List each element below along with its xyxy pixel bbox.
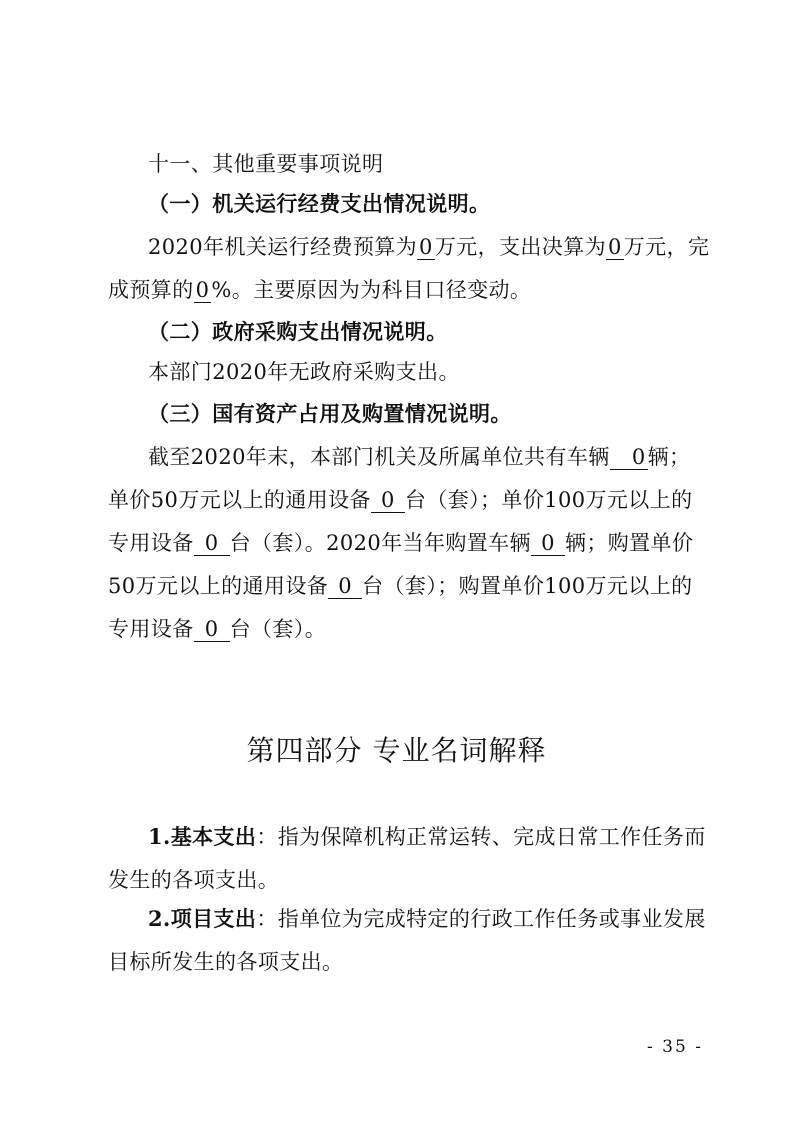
page-number: - 35 -: [647, 1037, 703, 1057]
text-segment: 2020年机关运行经费预算为: [148, 235, 418, 259]
underlined-value-actual: 0: [608, 235, 622, 259]
term-project-expenditure-line2: 目标所发生的各项支出。: [108, 950, 344, 974]
text-segment: 辆；购置单价: [564, 531, 694, 555]
text-segment: 台（套）；单价100万元以上的: [404, 488, 693, 512]
subheading-operating-expenses: （一）机关运行经费支出情况说明。: [148, 191, 491, 216]
paragraph-assets-line5: [108, 615, 693, 643]
text-segment: 专用设备: [108, 531, 194, 555]
subheading-state-assets: （三）国有资产占用及购置情况说明。: [148, 401, 512, 426]
term-project-expenditure-line1: [148, 905, 706, 933]
text-segment: 成预算的: [108, 278, 194, 302]
text-segment: 辆；: [647, 445, 691, 469]
underlined-value-percent: 0: [195, 278, 210, 302]
text-segment: 50万元以上的通用设备: [108, 574, 329, 598]
paragraph-assets-line4: [108, 572, 693, 600]
paragraph-assets-line3: [108, 529, 693, 557]
paragraph-assets-line2: [108, 486, 693, 514]
underlined-value-vehicles-purchased: 0: [531, 531, 565, 556]
underlined-value-budget: 0: [419, 235, 433, 259]
term-basic-expenditure-line1: [148, 823, 706, 851]
section-heading-11: 十一、其他重要事项说明: [148, 152, 384, 176]
part-title: 第四部分 专业名词解释: [246, 734, 547, 767]
text-segment: 专用设备: [108, 617, 194, 641]
underlined-value-general-equipment: 0: [371, 488, 405, 513]
text-segment: 截至2020年末，本部门机关及所属单位共有车辆: [148, 445, 610, 469]
text-segment: 台（套）；购置单价100万元以上的: [362, 574, 693, 598]
term-label: 2.项目支出: [148, 906, 257, 931]
text-segment: 万元，完: [623, 235, 710, 259]
paragraph-assets-line1: [148, 443, 693, 471]
underlined-value-general-equipment-purchased: 0: [328, 574, 362, 599]
text-segment: 台（套）。: [229, 617, 327, 641]
underlined-value-special-equipment: 0: [194, 531, 230, 556]
text-segment: 单价50万元以上的通用设备: [108, 488, 371, 512]
term-basic-expenditure-line2: 发生的各项支出。: [108, 868, 280, 892]
term-label: 1.基本支出: [148, 824, 257, 849]
underlined-value-vehicles: 0: [610, 445, 648, 470]
term-definition: ：指为保障机构正常运转、完成日常工作任务而: [256, 825, 706, 849]
paragraph-operating-expenses-line2: [108, 276, 693, 304]
text-segment: 万元，支出决算为: [434, 235, 607, 259]
term-definition: ：指单位为完成特定的行政工作任务或事业发展: [256, 907, 706, 931]
text-segment: 台（套）。2020年当年购置车辆: [229, 531, 531, 555]
paragraph-operating-expenses-line1: [148, 233, 710, 261]
paragraph-procurement: 本部门2020年无政府采购支出。: [148, 360, 460, 384]
underlined-value-special-equipment-purchased: 0: [194, 617, 230, 642]
subheading-procurement: （二）政府采购支出情况说明。: [148, 319, 448, 344]
text-segment: %。主要原因为为科目口径变动。: [211, 278, 532, 302]
